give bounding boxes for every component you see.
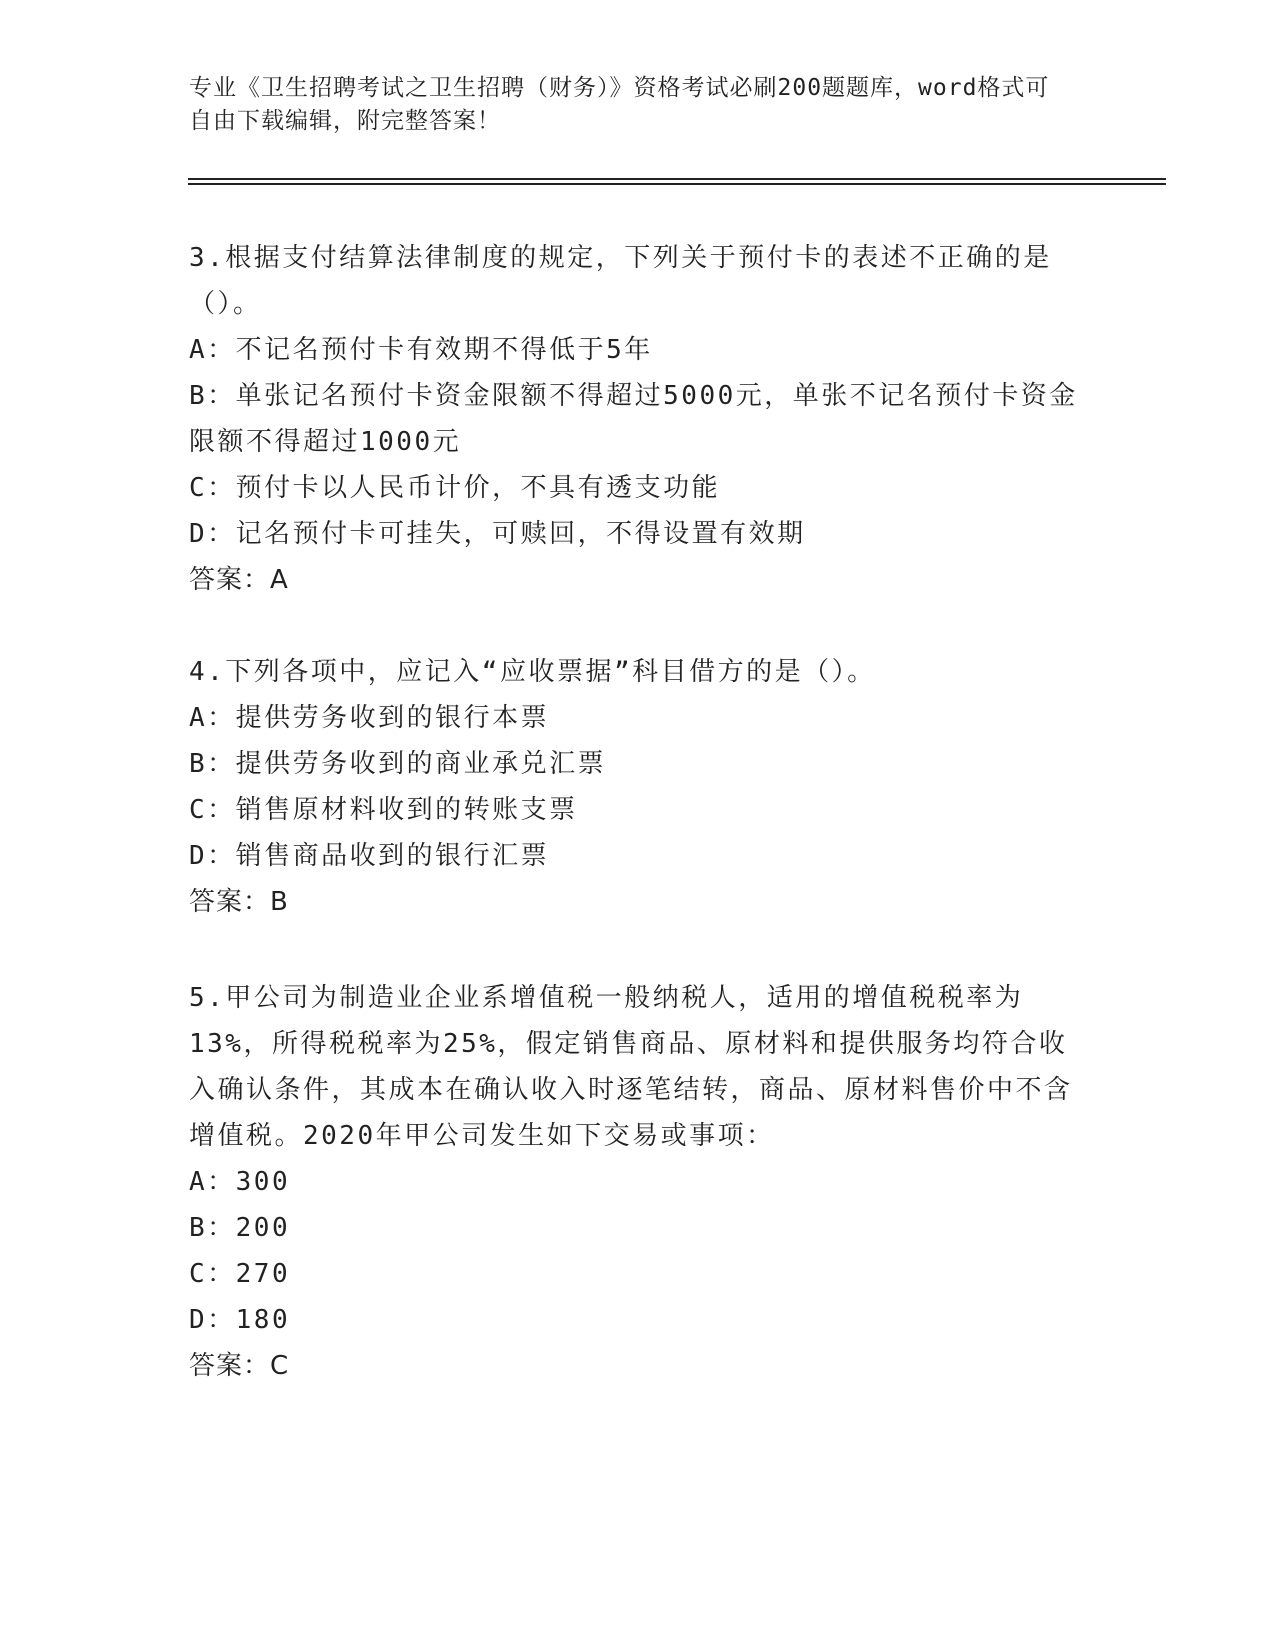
option-c: C：销售原材料收到的转账支票	[189, 795, 578, 825]
option-b: B：200	[189, 1213, 291, 1243]
question-4	[189, 649, 1079, 925]
answer: 答案：C	[189, 1351, 290, 1381]
option-d: D：销售商品收到的银行汇票	[189, 841, 550, 871]
option-b: B：提供劳务收到的商业承兑汇票	[189, 749, 607, 779]
answer: 答案：B	[189, 887, 289, 917]
option-d: D：记名预付卡可挂失，可赎回，不得设置有效期	[189, 519, 806, 549]
answer: 答案：A	[189, 565, 289, 595]
option-c: C：预付卡以人民币计价，不具有透支功能	[189, 473, 721, 503]
option-d: D：180	[189, 1305, 291, 1335]
header-divider-bottom	[188, 183, 1166, 185]
option-b: B：单张记名预付卡资金限额不得超过5000元，单张不记名预付卡资金限额不得超过1000元	[189, 381, 1078, 457]
document-header: 专业《卫生招聘考试之卫生招聘（财务）》资格考试必刷200题题库，word格式可自由下载编辑，附完整答案！	[189, 75, 1050, 134]
question-stem: 3.根据支付结算法律制度的规定，下列关于预付卡的表述不正确的是（）。	[189, 243, 1052, 319]
option-a: A：300	[189, 1167, 291, 1197]
question-stem: 4.下列各项中，应记入“应收票据”科目借方的是（）。	[189, 657, 876, 687]
option-c: C：270	[189, 1259, 291, 1289]
question-3	[189, 235, 1079, 603]
option-a: A：不记名预付卡有效期不得低于5年	[189, 335, 653, 365]
header-divider-top	[188, 178, 1166, 180]
question-5	[189, 975, 1079, 1389]
question-stem: 5.甲公司为制造业企业系增值税一般纳税人，适用的增值税税率为13%，所得税税率为25%，假定销售商品、原材料和提供服务均符合收入确认条件，其成本在确认收入时逐笔结转，商品、原材料售价中不含增值税。2020年甲公司发生如下交易或事项：	[189, 983, 1073, 1151]
option-a: A：提供劳务收到的银行本票	[189, 703, 550, 733]
